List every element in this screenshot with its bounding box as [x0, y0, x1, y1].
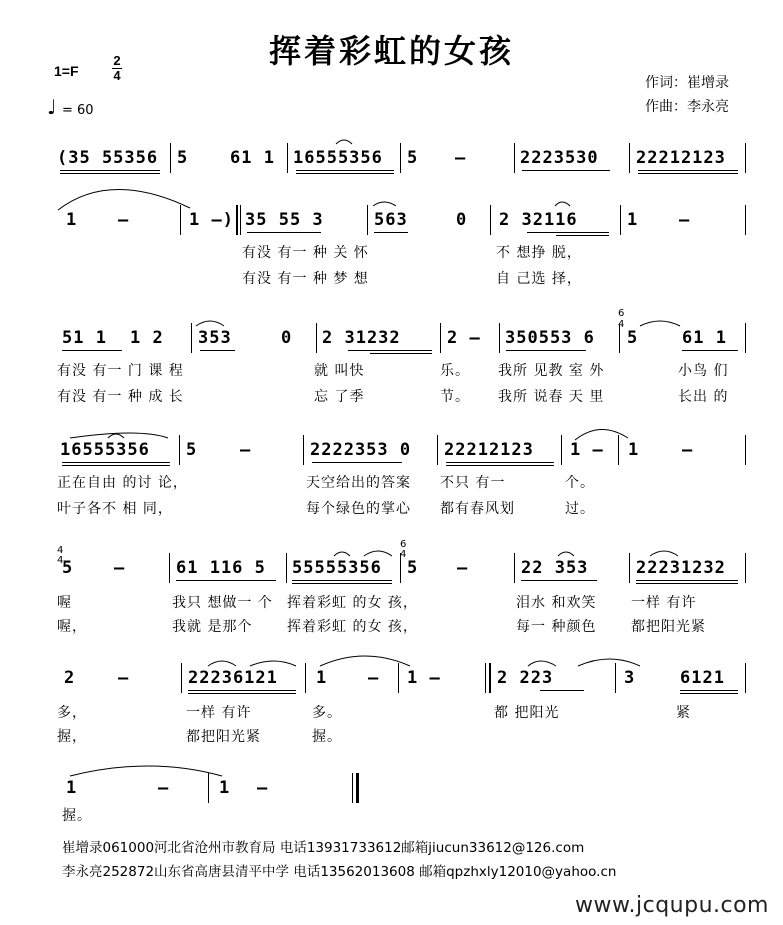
song-title: 挥着彩虹的女孩 [268, 32, 514, 70]
measure: 5 [407, 148, 419, 168]
beam [680, 693, 738, 694]
measure: – [118, 210, 130, 230]
tie [558, 552, 574, 556]
composer-credit: 作曲：李永亮 [645, 99, 729, 115]
beam [638, 173, 738, 174]
beam [446, 462, 554, 463]
measure: 0 [281, 328, 293, 348]
beam [292, 583, 392, 584]
lyric-verse-2: 忘 了季 [314, 389, 365, 405]
beam [296, 173, 394, 174]
barline [286, 553, 287, 583]
barline [745, 205, 746, 235]
beam [62, 462, 170, 463]
measure: 2222353 0 [310, 440, 412, 460]
repeat-barline [489, 663, 491, 693]
lyric-verse-2: 每个绿色的掌心 [306, 501, 411, 517]
barline [490, 205, 491, 235]
barline [181, 663, 182, 693]
measure: (35 55356 [57, 148, 159, 168]
time-signature-bottom: 4 [113, 68, 121, 83]
barline [179, 435, 180, 465]
measure: 5 [62, 558, 74, 578]
beam [636, 580, 738, 581]
measure: 5 [186, 440, 198, 460]
lyric-verse-1: 多。 [312, 705, 342, 721]
lyric-verse-1: 个。 [565, 475, 595, 491]
measure: – [682, 440, 694, 460]
barline [287, 143, 288, 173]
beam [540, 690, 584, 691]
barline [400, 143, 401, 173]
lyric-verse-1: 就 叫快 [314, 363, 365, 379]
barline [170, 143, 171, 173]
measure: 22 353 [521, 558, 589, 578]
beam [200, 350, 235, 351]
measure: 1 – [407, 668, 441, 688]
measure: 61 116 5 [176, 558, 266, 578]
barline [440, 323, 441, 353]
beam [521, 580, 597, 581]
barline [745, 553, 746, 583]
barline [180, 205, 181, 235]
lyric-verse-2: 都把阳光紧 [631, 619, 706, 635]
lyric-verse-2: 握。 [312, 729, 342, 745]
measure: 353 [198, 328, 232, 348]
lyric-verse-1: 一样 有许 [631, 595, 697, 611]
measure: 5 [177, 148, 189, 168]
key-signature: 1=F [54, 63, 79, 79]
barline [367, 205, 368, 235]
measure: – [240, 440, 252, 460]
tie [640, 321, 680, 326]
measure: 563 [374, 210, 408, 230]
measure: – [368, 668, 380, 688]
beam [527, 232, 609, 233]
measure: – [257, 778, 269, 798]
barline [561, 435, 562, 465]
tie [373, 202, 396, 206]
tie [58, 189, 190, 210]
repeat-barline [236, 205, 238, 235]
lyric-verse-2: 都有春风划 [440, 501, 515, 517]
measure: 1 [627, 210, 639, 230]
measure: 22236121 [188, 668, 278, 688]
beam [312, 462, 402, 463]
tie [208, 661, 236, 666]
barline [615, 663, 616, 693]
barline [745, 143, 746, 173]
lyric-verse-1: 正在自由 的讨 论， [57, 475, 188, 491]
barline [514, 143, 515, 173]
measure: – [457, 558, 469, 578]
repeat-barline [485, 663, 486, 693]
lyric-verse-2: 长出 的 [678, 389, 729, 405]
beam [62, 350, 122, 351]
quarter-note-icon: ♩ [47, 95, 57, 119]
lyric-verse-1: 握。 [62, 808, 92, 824]
measure: 2 [64, 668, 76, 688]
lyric-verse-2: 每一 种颜色 [516, 619, 597, 635]
lyric-verse-2: 挥着彩虹 的女 孩， [287, 619, 418, 635]
site-watermark: www.jcqupu.com [575, 893, 769, 918]
beam [556, 235, 609, 236]
measure: 6121 [680, 668, 725, 688]
measure: 22212123 [444, 440, 534, 460]
measure: 350553 6 [505, 328, 595, 348]
tie [196, 321, 224, 326]
tie [650, 551, 678, 556]
measure: 35 55 3 [245, 210, 324, 230]
lyric-verse-1: 小鸟 们 [678, 363, 729, 379]
time-signature-top: 2 [113, 53, 121, 68]
measure: 5 [407, 558, 419, 578]
lyric-verse-1: 不 想挣 脱， [496, 245, 582, 261]
measure: 5 [627, 328, 639, 348]
beam [682, 350, 738, 351]
lyric-verse-1: 挥着彩虹 的女 孩， [287, 595, 418, 611]
tie [320, 656, 410, 666]
beam [188, 693, 296, 694]
beam [176, 580, 276, 581]
lyric-verse-1: 我只 想做一 个 [172, 595, 273, 611]
beam [638, 170, 738, 171]
measure: 2223530 [520, 148, 599, 168]
lyric-verse-1: 紧 [676, 705, 691, 721]
barline [303, 435, 304, 465]
measure: 22231232 [636, 558, 726, 578]
beam [522, 170, 610, 171]
final-barline [356, 773, 359, 803]
lyric-verse-1: 乐。 [440, 363, 470, 379]
time-change-4-4: 4 4 [57, 545, 64, 566]
lyric-verse-1: 都 把阳光 [494, 705, 560, 721]
tie [575, 429, 628, 440]
time-change-6-4: 6 4 [400, 539, 407, 560]
tie [528, 661, 556, 666]
beam [370, 353, 432, 354]
footer-contact-composer: 李永亮252872山东省高唐县清平中学 电话13562013608 邮箱qpzhxly12010@yahoo.cn [62, 864, 617, 880]
lyric-verse-2: 喔， [57, 619, 87, 635]
lyric-verse-2: 都把阳光紧 [186, 729, 261, 745]
beam [374, 232, 408, 233]
beam [506, 350, 586, 351]
measure: 2 – [447, 328, 481, 348]
barline [169, 553, 170, 583]
measure: – [118, 668, 130, 688]
beam [60, 173, 160, 174]
beam [62, 465, 170, 466]
beam [247, 232, 321, 233]
lyric-verse-1: 天空给出的答案 [306, 475, 411, 491]
measure: 61 1 [682, 328, 727, 348]
lyric-verse-1: 有没 有一 种 关 怀 [242, 245, 369, 261]
lyric-verse-2: 自 己选 择， [496, 271, 582, 287]
measure: 1 [628, 440, 640, 460]
lyricist-credit: 作词：崔增录 [645, 75, 729, 91]
beam [188, 690, 296, 691]
lyric-verse-1: 我所 见教 室 外 [498, 363, 605, 379]
lyric-verse-2: 有没 有一 种 成 长 [57, 389, 184, 405]
measure: 22212123 [636, 148, 726, 168]
measure: – [114, 558, 126, 578]
beam [446, 465, 554, 466]
time-change-6-4: 6 4 [618, 308, 625, 330]
tie [70, 766, 222, 776]
measure: 2 31232 [322, 328, 401, 348]
barline [191, 323, 192, 353]
lyric-verse-2: 握， [57, 729, 87, 745]
lyric-verse-1: 不只 有一 [440, 475, 506, 491]
barline [629, 553, 630, 583]
barline [208, 773, 209, 803]
lyric-verse-1: 泪水 和欢笑 [516, 595, 597, 611]
lyric-verse-2: 叶子各不 相 同， [57, 501, 173, 517]
lyric-verse-2: 节。 [440, 389, 470, 405]
footer-contact-lyricist: 崔增录061000河北省沧州市教育局 电话13931733612邮箱jiucun33612@126.com [62, 840, 585, 856]
measure: 55555356 [292, 558, 382, 578]
lyric-verse-1: 有没 有一 门 课 程 [57, 363, 184, 379]
measure: 1 – [570, 440, 604, 460]
measure: 51 1 [62, 328, 107, 348]
measure: 1 [316, 668, 328, 688]
measure: 2 223 [497, 668, 554, 688]
tie [334, 552, 350, 556]
beam [60, 170, 160, 171]
measure: 1 [66, 778, 78, 798]
lyric-verse-1: 喔 [57, 595, 72, 611]
measure: 1 [219, 778, 231, 798]
measure: 2 32116 [499, 210, 578, 230]
beam [680, 690, 738, 691]
measure: 1 [66, 210, 78, 230]
beam [292, 580, 392, 581]
barline [618, 435, 619, 465]
measure: – [679, 210, 691, 230]
time-signature [112, 54, 122, 83]
lyric-verse-2: 我就 是那个 [172, 619, 253, 635]
barline [437, 435, 438, 465]
lyric-verse-1: 多， [57, 705, 87, 721]
barline [305, 663, 306, 693]
tie [108, 434, 124, 438]
barline [398, 663, 399, 693]
lyric-verse-2: 过。 [565, 501, 595, 517]
barline [745, 323, 746, 353]
measure: – [455, 148, 467, 168]
lyric-verse-2: 我所 说春 天 里 [498, 389, 605, 405]
tie [364, 551, 392, 556]
tie [70, 433, 168, 438]
lyric-verse-2: 有没 有一 种 梦 想 [242, 271, 369, 287]
beam [636, 583, 738, 584]
measure: 1 –) [189, 210, 234, 230]
lyric-verse-1: 一样 有许 [186, 705, 252, 721]
final-barline [352, 773, 353, 803]
barline [745, 435, 746, 465]
repeat-barline [240, 205, 241, 235]
measure: 1 2 [130, 328, 164, 348]
tie [578, 659, 640, 666]
barline [514, 553, 515, 583]
measure: – [158, 778, 170, 798]
tie [336, 140, 352, 144]
measure: 16555356 [293, 148, 383, 168]
measure: 16555356 [60, 440, 150, 460]
measure: 3 [624, 668, 636, 688]
tie [555, 202, 570, 206]
measure: 61 1 [230, 148, 275, 168]
barline [745, 663, 746, 693]
barline [629, 143, 630, 173]
tie [250, 661, 296, 666]
barline [499, 323, 500, 353]
measure: 0 [456, 210, 468, 230]
tempo-marking: = 60 [62, 103, 94, 118]
beam [348, 350, 432, 351]
barline [316, 323, 317, 353]
barline [620, 205, 621, 235]
beam [296, 170, 394, 171]
